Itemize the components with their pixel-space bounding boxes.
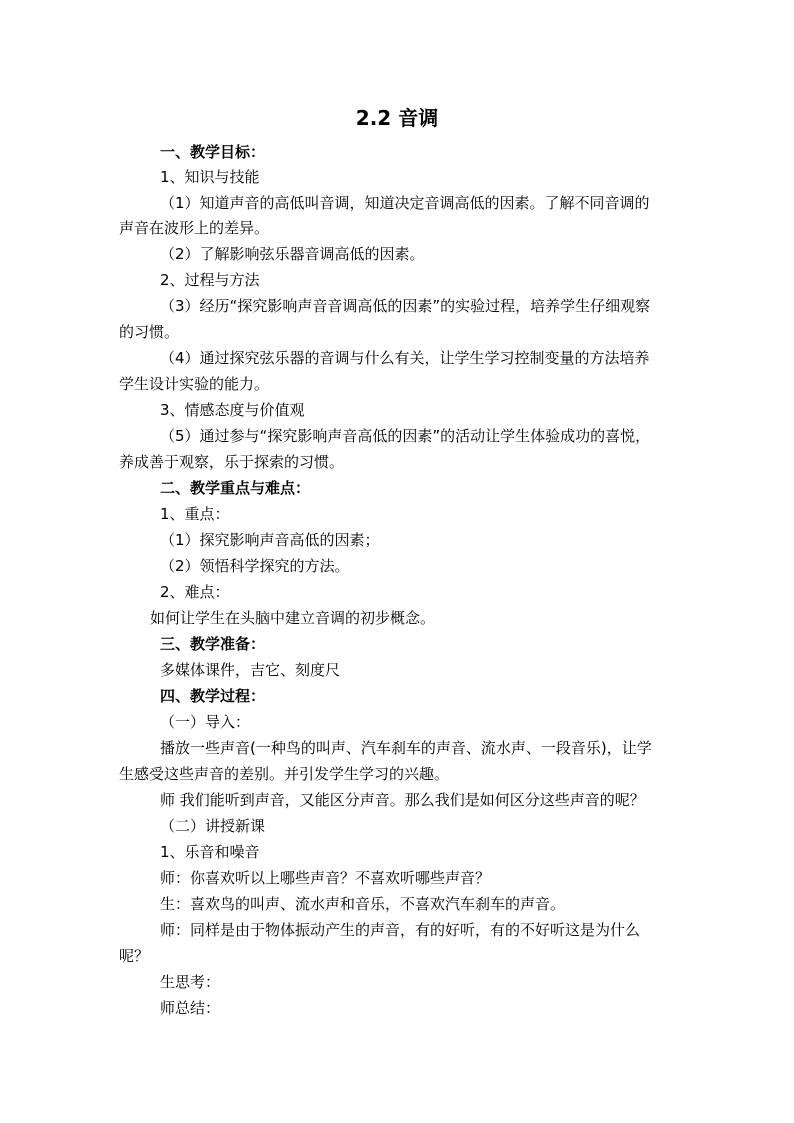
subheading-key-point: 1、重点： — [160, 505, 230, 523]
paragraph-line: 播放一些声音(一种鸟的叫声、汽车刹车的声音、流水声、一段音乐)，让学 — [160, 739, 652, 757]
paragraph-line: 声音在波形上的差异。 — [119, 219, 270, 237]
page-title: 2.2 音调 — [355, 106, 439, 130]
paragraph-line: 如何让学生在头脑中建立音调的初步概念。 — [150, 609, 436, 627]
paragraph-line: 生思考： — [160, 973, 221, 991]
subheading-knowledge-skills: 1、知识与技能 — [160, 168, 260, 186]
paragraph-line: 学生设计实验的能力。 — [119, 375, 270, 393]
paragraph-line: 师：同样是由于物体振动产生的声音，有的好听，有的不好听这是为什么 — [160, 921, 641, 939]
paragraph-line: 生感受这些声音的差别。并引发学生学习的兴趣。 — [119, 765, 450, 783]
paragraph-line: （2）了解影响弦乐器音调高低的因素。 — [160, 245, 425, 263]
subheading-process-methods: 2、过程与方法 — [160, 271, 260, 289]
paragraph-line: 师 我们能听到声音，又能区分声音。那么我们是如何区分这些声音的呢？ — [160, 791, 645, 809]
paragraph-line: 呢？ — [119, 947, 150, 965]
paragraph-line: （1）探究影响声音高低的因素； — [160, 531, 380, 549]
subheading-attitude-values: 3、情感态度与价值观 — [160, 401, 305, 419]
paragraph-line: 师：你喜欢听以上哪些声音？不喜欢听哪些声音？ — [160, 869, 491, 887]
paragraph-line: 生：喜欢鸟的叫声、流水声和音乐，不喜欢汽车刹车的声音。 — [160, 895, 566, 913]
section-heading-objectives: 一、教学目标： — [160, 143, 266, 161]
subheading-intro: （一）导入： — [160, 713, 251, 731]
section-heading-process: 四、教学过程： — [160, 687, 266, 705]
paragraph-line: （4）通过探究弦乐器的音调与什么有关，让学生学习控制变量的方法培养 — [160, 349, 650, 367]
subheading-difficulty: 2、难点： — [160, 583, 230, 601]
paragraph-line: 师总结： — [160, 999, 221, 1017]
paragraph-line: （3）经历“探究影响声音音调高低的因素”的实验过程，培养学生仔细观察 — [160, 297, 651, 315]
paragraph-line: （2）领悟科学探究的方法。 — [160, 557, 350, 575]
paragraph-line: （5）通过参与“探究影响声音高低的因素”的活动让学生体验成功的喜悦， — [160, 427, 651, 445]
section-heading-preparation: 三、教学准备： — [160, 635, 266, 653]
paragraph-line: （1）知道声音的高低叫音调，知道决定音调高低的因素。了解不同音调的 — [160, 194, 650, 212]
subheading-new-lesson: （二）讲授新课 — [160, 817, 266, 835]
paragraph-line: 多媒体课件，吉它、刻度尺 — [160, 661, 341, 679]
section-heading-key-points: 二、教学重点与难点： — [160, 479, 311, 497]
paragraph-line: 的习惯。 — [119, 323, 180, 341]
paragraph-line: 养成善于观察，乐于探索的习惯。 — [119, 453, 345, 471]
subheading-music-noise: 1、乐音和噪音 — [160, 843, 260, 861]
